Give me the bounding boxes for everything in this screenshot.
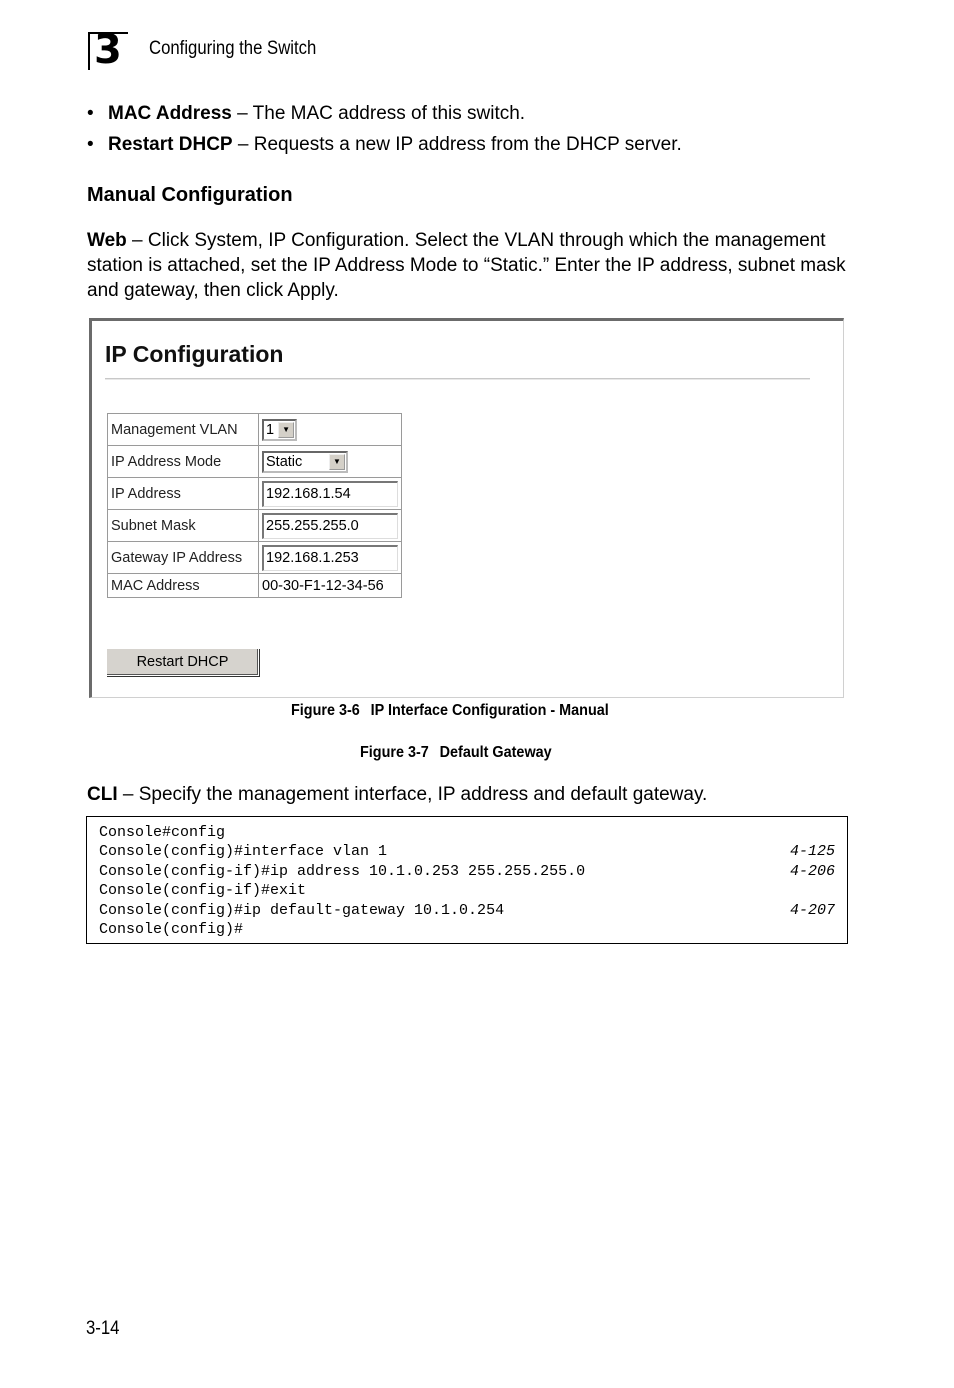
code-line bbox=[99, 842, 835, 861]
bullet-restart-dhcp bbox=[87, 133, 682, 157]
chevron-down-icon[interactable]: ▼ bbox=[278, 422, 294, 438]
restart-dhcp-button[interactable]: Restart DHCP bbox=[106, 648, 259, 676]
bullet-dot: • bbox=[87, 103, 94, 124]
figure-3-7-caption bbox=[360, 744, 552, 762]
code-line bbox=[99, 881, 835, 900]
table-row bbox=[108, 510, 402, 542]
code-command: Console(config)# bbox=[99, 920, 244, 938]
management-vlan-select[interactable] bbox=[262, 419, 297, 441]
code-command: Console(config-if)#ip address 10.1.0.253 255.255.255.0 bbox=[99, 862, 586, 880]
code-line bbox=[99, 862, 835, 881]
web-term: Web bbox=[87, 230, 127, 251]
bullet-dot: • bbox=[87, 134, 94, 155]
section-heading: Manual Configuration bbox=[87, 184, 293, 206]
subnet-mask-label: Subnet Mask bbox=[108, 510, 259, 542]
cli-code-block bbox=[86, 816, 848, 944]
management-vlan-cell bbox=[259, 414, 402, 446]
code-command: Console(config)#ip default-gateway 10.1.0.254 bbox=[99, 901, 505, 919]
subnet-mask-cell bbox=[259, 510, 402, 542]
cli-text: – Specify the management interface, IP address and default gateway. bbox=[117, 784, 708, 805]
caption-text: Default Gateway bbox=[439, 744, 552, 761]
table-row bbox=[108, 574, 402, 598]
mac-address-label: MAC Address bbox=[108, 574, 259, 598]
code-line bbox=[99, 823, 835, 842]
code-page-ref: 4-207 bbox=[789, 901, 835, 919]
ip-address-input[interactable]: 192.168.1.54 bbox=[262, 481, 398, 507]
code-command: Console(config)#interface vlan 1 bbox=[99, 843, 388, 861]
chapter-badge bbox=[88, 27, 128, 73]
table-row bbox=[108, 542, 402, 574]
ip-address-mode-label: IP Address Mode bbox=[108, 446, 259, 478]
code-page-ref: 4-206 bbox=[789, 862, 835, 880]
gateway-ip-cell bbox=[259, 542, 402, 574]
code-command: Console(config-if)#exit bbox=[99, 882, 307, 900]
subnet-mask-input[interactable]: 255.255.255.0 bbox=[262, 513, 398, 539]
cli-instructions bbox=[87, 783, 707, 807]
ip-configuration-title: IP Configuration bbox=[105, 341, 284, 367]
gateway-ip-input[interactable]: 192.168.1.253 bbox=[262, 545, 398, 571]
chapter-badge-left-rule bbox=[88, 32, 90, 70]
mac-address-value: 00-30-F1-12-34-56 bbox=[259, 574, 402, 598]
ip-config-table bbox=[107, 413, 402, 598]
code-page-ref: 4-125 bbox=[789, 843, 835, 861]
bullet-mac-address bbox=[87, 102, 525, 126]
bullet-text: – The MAC address of this switch. bbox=[231, 103, 526, 124]
page-number: 3-14 bbox=[86, 1318, 120, 1339]
bullet-text: – Requests a new IP address from the DHCP server. bbox=[232, 134, 682, 155]
ip-address-label: IP Address bbox=[108, 478, 259, 510]
cli-term: CLI bbox=[87, 784, 118, 805]
chevron-down-icon[interactable]: ▼ bbox=[329, 454, 345, 470]
ip-address-mode-value: Static bbox=[266, 453, 303, 470]
management-vlan-label: Management VLAN bbox=[108, 414, 259, 446]
caption-number: Figure 3-7 bbox=[360, 744, 429, 761]
table-row bbox=[108, 478, 402, 510]
caption-text: IP Interface Configuration - Manual bbox=[370, 702, 609, 719]
code-line bbox=[99, 901, 835, 920]
table-row bbox=[108, 446, 402, 478]
bullet-term: Restart DHCP bbox=[108, 134, 233, 155]
figure-3-6-caption bbox=[291, 702, 609, 720]
code-command: Console#config bbox=[99, 824, 226, 841]
web-text: – Click System, IP Configuration. Select the VLAN through which the management station is attached, set the IP Address Mode to “Static.” Enter the IP address, subnet mask and gateway, then click Apply. bbox=[87, 230, 846, 301]
code-line bbox=[99, 920, 835, 939]
chapter-number: 3 bbox=[94, 27, 122, 73]
ip-address-mode-select[interactable] bbox=[262, 451, 348, 473]
ip-configuration-screenshot bbox=[89, 318, 844, 698]
table-row bbox=[108, 414, 402, 446]
title-divider bbox=[105, 378, 810, 380]
web-instructions bbox=[87, 228, 847, 303]
caption-number: Figure 3-6 bbox=[291, 702, 360, 719]
ip-address-mode-cell bbox=[259, 446, 402, 478]
gateway-ip-label: Gateway IP Address bbox=[108, 542, 259, 574]
running-header-title: Configuring the Switch bbox=[149, 38, 317, 59]
bullet-term: MAC Address bbox=[108, 103, 232, 124]
management-vlan-value: 1 bbox=[266, 421, 275, 438]
ip-address-cell bbox=[259, 478, 402, 510]
